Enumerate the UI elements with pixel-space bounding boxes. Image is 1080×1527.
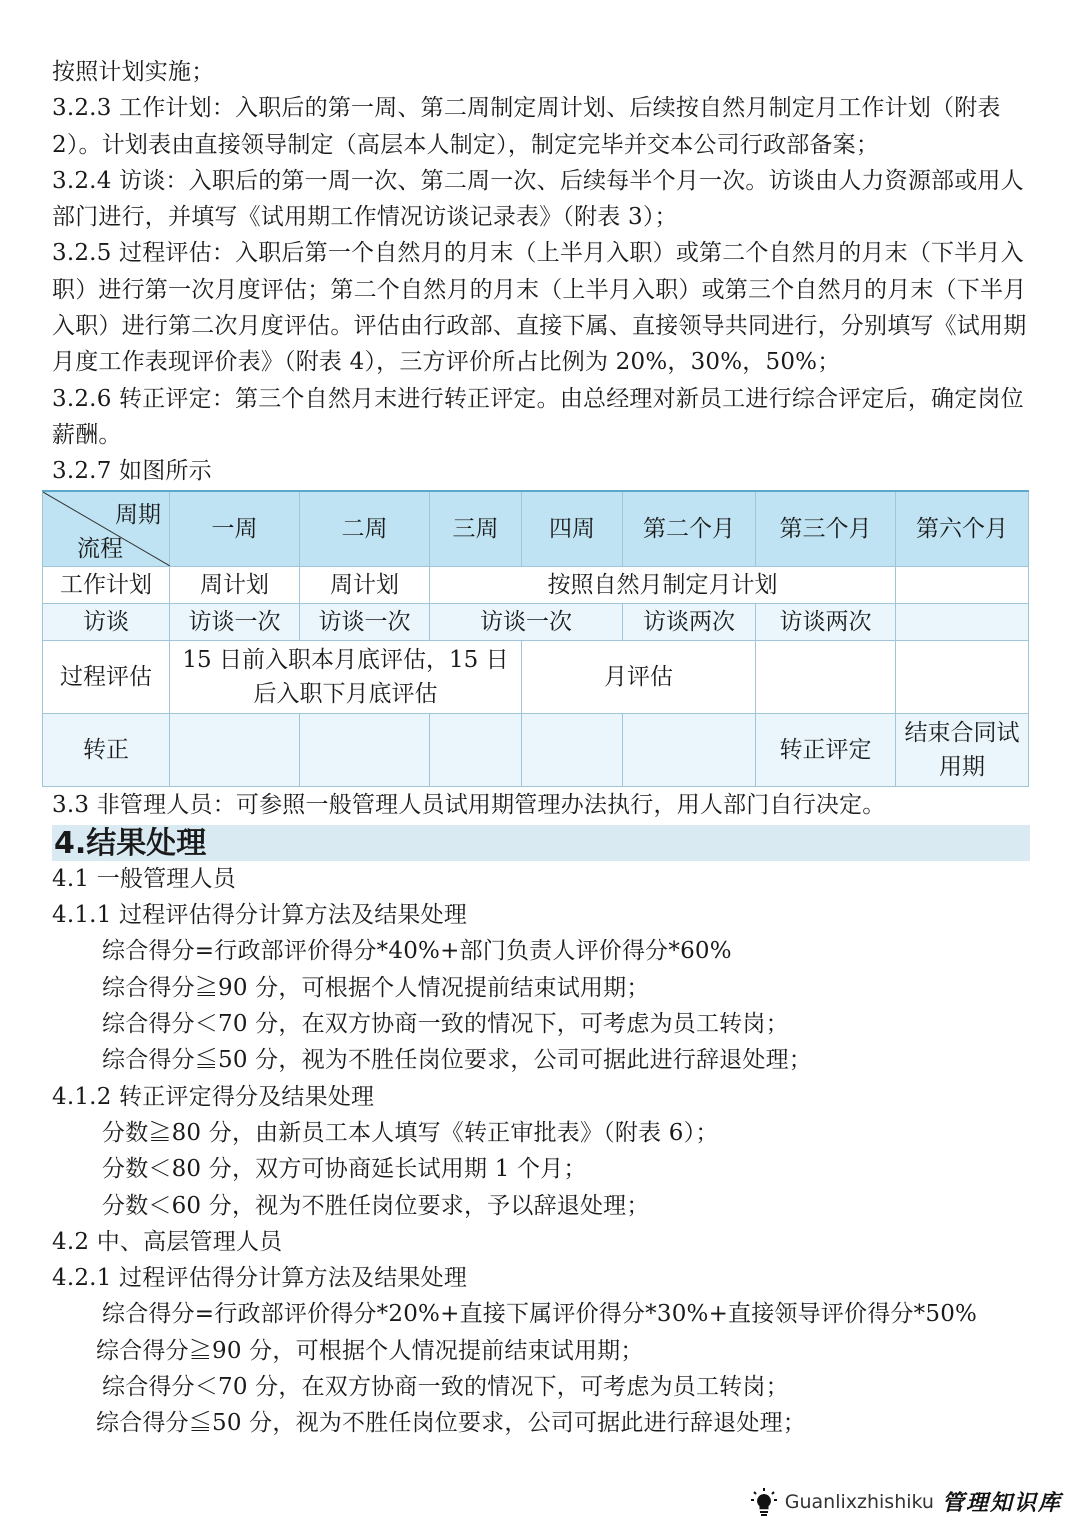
header-cell: 二周 [300, 491, 430, 567]
table-cell-empty [756, 640, 896, 713]
paragraph: 按照计划实施； [52, 59, 215, 85]
table-cell-empty [896, 603, 1029, 640]
table-cell: 按照自然月制定月计划 [430, 566, 896, 603]
table-cell: 周计划 [170, 566, 300, 603]
row-label: 转正 [43, 713, 170, 786]
corner-label-period: 周期 [115, 501, 161, 528]
footer-latin-text: Guanlixzhishiku [784, 1490, 934, 1513]
header-cell: 第三个月 [756, 491, 896, 567]
header-cell: 三周 [430, 491, 522, 567]
table-cell: 访谈两次 [756, 603, 896, 640]
formula-line: 综合得分=行政部评价得分*20%+直接下属评价得分*30%+直接领导评价得分*50% [102, 1301, 978, 1328]
table-cell: 周计划 [300, 566, 430, 603]
table-row [43, 603, 1029, 640]
subsection-title: 4.1.2 转正评定得分及结果处理 [52, 1083, 375, 1110]
table-cell-empty [300, 713, 430, 786]
row-label: 访谈 [43, 603, 170, 640]
subsection-title: 4.2.1 过程评估得分计算方法及结果处理 [52, 1265, 468, 1292]
paragraph-3-2-4: 3.2.4 访谈：入职后的第一周一次、第二周一次、后续每半个月一次。访谈由人力资源部或用人部门进行，并填写《试用期工作情况访谈记录表》（附表 3）； [52, 167, 1024, 231]
table-corner-cell [43, 491, 170, 567]
table-row [43, 713, 1029, 786]
table-cell: 访谈一次 [430, 603, 623, 640]
table-cell: 结束合同试用期 [896, 713, 1029, 786]
table-cell-empty [623, 713, 756, 786]
rule-line: 综合得分＜70 分，在双方协商一致的情况下，可考虑为员工转岗； [102, 1011, 789, 1038]
table-cell: 15 日前入职本月底评估，15 日后入职下月底评估 [170, 640, 522, 713]
row-label: 工作计划 [43, 566, 170, 603]
subsection-title: 4.1.1 过程评估得分计算方法及结果处理 [52, 902, 468, 929]
footer-brand [751, 1486, 1062, 1517]
rule-line: 分数＜60 分，视为不胜任岗位要求，予以辞退处理； [102, 1192, 650, 1219]
table-cell-empty [170, 713, 300, 786]
table-cell: 月评估 [522, 640, 756, 713]
footer-brand-text: 管理知识库 [941, 1490, 1062, 1516]
formula-line: 综合得分=行政部评价得分*40%+部门负责人评价得分*60% [102, 938, 732, 965]
header-cell: 四周 [522, 491, 623, 567]
header-cell: 第六个月 [896, 491, 1029, 567]
table-cell-empty [522, 713, 623, 786]
rule-line: 综合得分≦50 分，视为不胜任岗位要求，公司可据此进行辞退处理； [102, 1047, 812, 1074]
rule-line: 分数≧80 分，由新员工本人填写《转正审批表》（附表 6）； [102, 1119, 719, 1146]
process-table [42, 490, 1029, 787]
table-header-row [43, 491, 1029, 567]
paragraph-3-2-5: 3.2.5 过程评估：入职后第一个自然月的月末（上半月入职）或第二个自然月的月末（下半月入职）进行第一次月度评估；第二个自然月的月末（上半月入职）或第三个自然月的月末（下半月入职）进行第二次月度评估。评估由行政部、直接下属、直接领导共同进行，分别填写《试用期月度工作表现评价表》（附表 4），三方评价所占比例为 20%，30%，50%； [52, 240, 1027, 376]
document-body [52, 54, 1032, 1442]
lightbulb-icon [751, 1487, 777, 1517]
paragraph-3-2-6: 3.2.6 转正评定：第三个自然月末进行转正评定。由总经理对新员工进行综合评定后，确定岗位薪酬。 [52, 385, 1024, 448]
rule-line: 综合得分≦50 分，视为不胜任岗位要求，公司可据此进行辞退处理； [96, 1410, 806, 1437]
table-cell: 访谈一次 [170, 603, 300, 640]
row-label: 过程评估 [43, 640, 170, 713]
rule-line: 综合得分＜70 分，在双方协商一致的情况下，可考虑为员工转岗； [102, 1374, 789, 1401]
rule-line: 分数＜80 分，双方可协商延长试用期 1 个月； [102, 1156, 587, 1183]
table-cell-empty [430, 713, 522, 786]
table-cell: 访谈一次 [300, 603, 430, 640]
subsection-title: 4.2 中、高层管理人员 [52, 1228, 283, 1255]
section-heading: 4.结果处理 [52, 825, 1030, 861]
rule-line: 综合得分≧90 分，可根据个人情况提前结束试用期； [102, 974, 650, 1001]
header-cell: 一周 [170, 491, 300, 567]
paragraph-3-2-7: 3.2.7 如图所示 [52, 458, 212, 485]
table-cell-empty [896, 566, 1029, 603]
subsection-title: 4.1 一般管理人员 [52, 865, 236, 892]
table-cell: 访谈两次 [623, 603, 756, 640]
table-row [43, 566, 1029, 603]
paragraph-3-2-3: 3.2.3 工作计划：入职后的第一周、第二周制定周计划、后续按自然月制定月工作计划（附表 2）。计划表由直接领导制定（高层本人制定），制定完毕并交本公司行政部备案； [52, 95, 1001, 158]
table-cell: 转正评定 [756, 713, 896, 786]
table-row [43, 640, 1029, 713]
corner-label-process: 流程 [77, 535, 123, 562]
table-cell-empty [896, 640, 1029, 713]
header-cell: 第二个月 [623, 491, 756, 567]
paragraph-3-3: 3.3 非管理人员：可参照一般管理人员试用期管理办法执行，用人部门自行决定。 [52, 791, 886, 818]
rule-line: 综合得分≧90 分，可根据个人情况提前结束试用期； [96, 1337, 644, 1364]
